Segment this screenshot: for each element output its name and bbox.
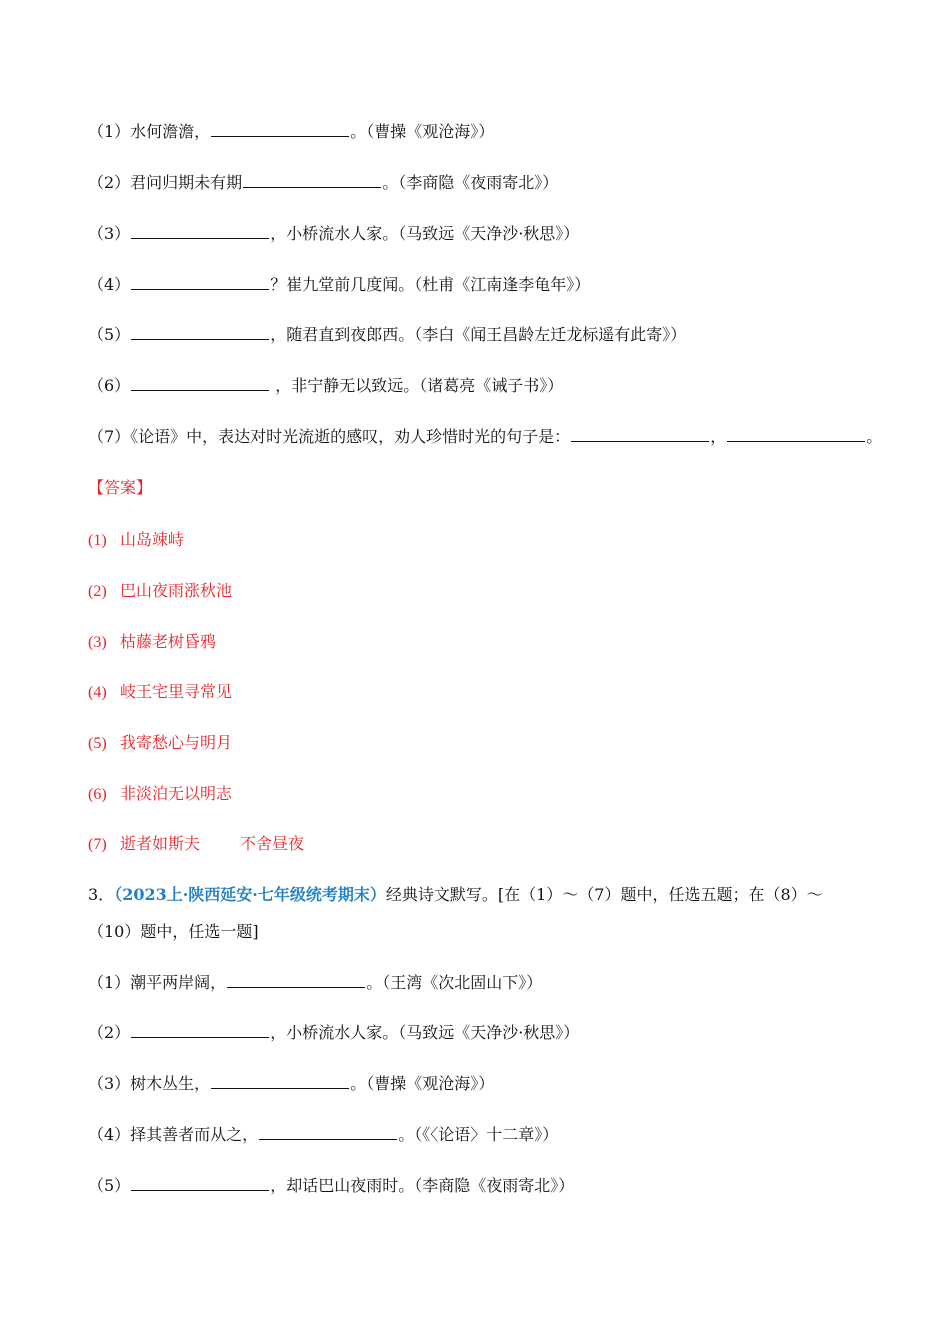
q3-item-1: [88, 972, 880, 994]
q3-item-2: [88, 1022, 880, 1044]
answer-number: (6): [88, 786, 107, 803]
item-text: （2）君问归期未有期: [88, 173, 243, 192]
item-text: （5）: [88, 325, 131, 344]
answer-3: [88, 631, 880, 654]
q2-item-7: [88, 426, 883, 448]
fill-blank: [131, 375, 269, 391]
q2-item-6: [88, 375, 880, 397]
answer-text: 逝者如斯夫: [120, 834, 201, 853]
answer-text: 岐王宅里寻常见: [120, 682, 233, 701]
question-title: 经典诗文默写。[在（1）～（7）题中，任选五题；在（8）～: [385, 885, 823, 904]
fill-blank: [727, 426, 865, 442]
q3-title: [88, 884, 880, 906]
answer-number: (3): [88, 634, 107, 651]
item-text: （7）《论语》中，表达对时光流逝的感叹，劝人珍惜时光的句子是：: [88, 427, 571, 446]
item-source: ，却话巴山夜雨时。（李商隐《夜雨寄北》）: [270, 1176, 575, 1195]
answer-text: 枯藤老树昏鸦: [120, 632, 217, 651]
answer-text: 我寄愁心与明月: [120, 733, 233, 752]
answer-number: (2): [88, 583, 107, 600]
q2-item-3: [88, 223, 880, 245]
answer-text-2: 不舍昼夜: [240, 834, 305, 853]
answer-5: [88, 732, 880, 755]
question-source: （2023上·陕西延安·七年级统考期末）: [114, 885, 386, 904]
item-source: 。（李商隐《夜雨寄北》）: [382, 173, 559, 192]
question-number: 3．: [88, 885, 115, 904]
item-text: （1）潮平两岸阔，: [88, 973, 227, 992]
answer-6: [88, 783, 880, 806]
item-source: 。（王湾《次北固山下》）: [366, 973, 543, 992]
q2-item-2: [88, 172, 880, 194]
answer-4: [88, 681, 880, 704]
fill-blank: [243, 172, 381, 188]
answer-number: (7): [88, 836, 107, 853]
item-source: 。（《〈论语〉十二章》）: [398, 1125, 559, 1144]
answer-number: (1): [88, 532, 107, 549]
item-source: ，小桥流水人家。（马致远《天净沙·秋思》）: [270, 1023, 580, 1042]
answer-text: 山岛竦峙: [120, 530, 185, 549]
answer-text: 巴山夜雨涨秋池: [120, 581, 233, 600]
item-source: 。（曹操《观沧海》）: [350, 1074, 495, 1093]
item-source: ？崔九堂前几度闻。（杜甫《江南逢李龟年》）: [270, 275, 591, 294]
fill-blank: [131, 274, 269, 290]
q2-item-5: [88, 324, 880, 346]
fill-blank: [211, 121, 349, 137]
item-separator: ，: [710, 427, 727, 446]
answer-7: [88, 833, 880, 856]
item-text: （4）: [88, 275, 131, 294]
item-end: 。: [866, 427, 883, 446]
answer-header: 【答案】: [88, 478, 153, 497]
answer-text: 非淡泊无以明志: [120, 784, 233, 803]
answer-number: (5): [88, 735, 107, 752]
item-text: （6）: [88, 376, 131, 395]
answer-1: [88, 529, 880, 552]
fill-blank: [259, 1124, 397, 1140]
item-text: （3）: [88, 224, 131, 243]
item-text: （3）树木丛生，: [88, 1074, 211, 1093]
item-source: 。（曹操《观沧海》）: [350, 122, 495, 141]
item-source: ，小桥流水人家。（马致远《天净沙·秋思》）: [270, 224, 580, 243]
fill-blank: [131, 1022, 269, 1038]
q2-item-1: [88, 121, 880, 143]
item-source: ，非宁静无以致远。（诸葛亮《诫子书》）: [270, 376, 564, 395]
fill-blank: [227, 972, 365, 988]
q3-item-4: [88, 1124, 880, 1146]
fill-blank: [131, 324, 269, 340]
item-text: （1）水何澹澹，: [88, 122, 211, 141]
fill-blank: [571, 426, 709, 442]
q3-item-5: [88, 1175, 880, 1197]
item-text: （5）: [88, 1176, 131, 1195]
fill-blank: [211, 1073, 349, 1089]
q3-title-cont: （10）题中，任选一题]: [88, 922, 259, 941]
item-source: ，随君直到夜郎西。（李白《闻王昌龄左迁龙标遥有此寄》）: [270, 325, 687, 344]
q3-item-3: [88, 1073, 880, 1095]
item-text: （2）: [88, 1023, 131, 1042]
answer-number: (4): [88, 684, 107, 701]
answer-2: [88, 580, 880, 603]
fill-blank: [131, 223, 269, 239]
fill-blank: [131, 1175, 269, 1191]
q2-item-4: [88, 274, 880, 296]
item-text: （4）择其善者而从之，: [88, 1125, 259, 1144]
